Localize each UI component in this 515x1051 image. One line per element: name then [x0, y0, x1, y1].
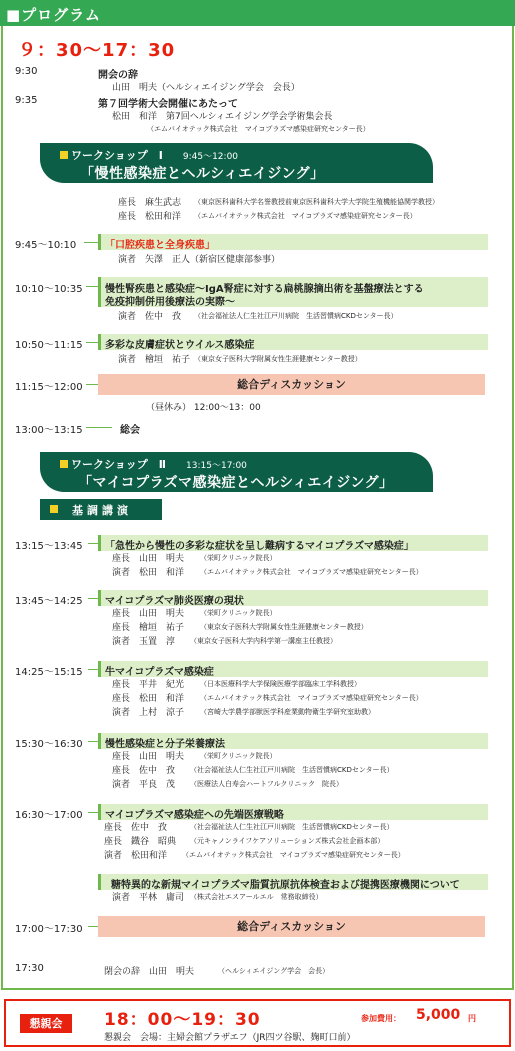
fee-value: 5,000	[416, 1007, 461, 1023]
opening-title: 開会の辞	[98, 70, 138, 81]
k5-line-2: 座長 鐡谷 昭典	[104, 837, 177, 847]
s3-time: 10:50〜11:15	[15, 340, 83, 351]
k4-line-1-affil: （栄町クリニック院長）	[200, 752, 277, 760]
k3-line-3: 演者 上村 涼子	[112, 708, 185, 718]
workshop-1-title: 「慢性感染症とヘルシィエイジング」	[80, 166, 325, 182]
reception-time: 18：00〜19：30	[104, 1010, 261, 1030]
s3-title: 多彩な皮膚症状とウイルス感染症	[105, 340, 255, 351]
section-header	[0, 0, 515, 26]
k1-connector	[88, 543, 98, 544]
ws1-chair-2: 座長 松田和洋	[118, 212, 182, 222]
general-connector	[86, 427, 112, 428]
k5-time: 16:30〜17:00	[15, 810, 83, 821]
k4-line-2: 座長 佐中 孜	[112, 766, 176, 776]
k5-title-bar	[98, 804, 488, 820]
k2-line-1-affil: （栄町クリニック院長）	[200, 609, 277, 617]
k2-line-2-affil: （東京女子医科大学附属女性生涯健康センター教授）	[200, 623, 368, 631]
k2-line-3-affil: （東京女子医科大学内科学第一講座主任教授）	[190, 637, 337, 645]
fee-label: 参加費用：	[361, 1014, 401, 1023]
reception-box	[4, 999, 511, 1047]
greeting-person: 松田 和洋 第7回ヘルシィエイジング学会学術集会長	[112, 112, 333, 122]
k1-line-1: 座長 山田 明夫	[112, 554, 185, 564]
k6-line-1: 演者 平林 庸司	[112, 893, 185, 903]
s2-connector	[86, 286, 98, 287]
disc1-connector	[86, 384, 98, 385]
workshop-1-time: 9:45〜12:00	[182, 152, 239, 162]
closing-affil: （ヘルシィエイジング学会 会長）	[218, 967, 330, 975]
k1-line-2: 演者 松田 和洋	[112, 568, 185, 578]
k3-line-2: 座長 松田 和洋	[112, 694, 185, 704]
keynote-label: 基調講演	[72, 504, 132, 517]
k4-line-3-affil: （医療法人白寿会ハートフルクリニック 院長）	[190, 780, 343, 788]
s2-title-bar	[98, 277, 488, 307]
disc2-box: 総合ディスカッション	[98, 916, 485, 937]
k3-line-1-affil: （日本医療科学大学保険医療学部臨床工学科教授）	[200, 680, 361, 688]
s2-speaker-affil: （社会福祉法人仁生社江戸川病院 生活習慣病CKDセンター長）	[194, 312, 398, 320]
k5-line-3: 演者 松田和洋	[104, 851, 168, 861]
workshop-1-label: ワークショップ Ⅰ 9:45〜12:00	[60, 147, 238, 163]
square-bullet-icon	[60, 151, 68, 159]
k3-line-1: 座長 平井 紀光	[112, 680, 185, 690]
s1-speaker: 演者 矢澤 正人（新宿区健康部参事）	[118, 255, 281, 265]
k1-line-2-affil: （エムバイオテック株式会社 マイコプラズマ感染症研究センター長）	[200, 568, 423, 576]
k4-connector	[88, 741, 98, 742]
section-title: ■プログラム	[6, 6, 102, 24]
disc1-time: 11:15〜12:00	[15, 382, 83, 393]
disc2-connector	[88, 926, 98, 927]
k3-line-3-affil: （宮崎大学農学部獣医学科産業動物衛生学研究室助教）	[200, 708, 375, 716]
k4-line-1: 座長 山田 明夫	[112, 752, 185, 762]
k2-title: マイコプラズマ肺炎医療の現状	[105, 596, 244, 607]
k4-title-bar	[98, 733, 488, 749]
k1-line-1-affil: （栄町クリニック院長）	[200, 554, 277, 562]
workshop-2-time: 13:15〜17:00	[186, 461, 247, 471]
reception-badge: 懇親会	[20, 1014, 72, 1033]
ws1-chair-2-affil: （エムバイオテック株式会社 マイコプラズマ感染症研究センター長）	[194, 212, 417, 220]
opening-person: 山田 明夫（ヘルシィエイジング学会 会長）	[112, 83, 300, 93]
k5-line-3-affil: （エムバイオテック株式会社 マイコプラズマ感染症研究センター長）	[182, 851, 405, 859]
closing-time: 17:30	[15, 963, 44, 974]
disc2-time: 17:00〜17:30	[15, 924, 83, 935]
k4-time: 15:30〜16:30	[15, 739, 83, 750]
s1-connector	[84, 242, 98, 243]
greeting-title: 第７回学術大会開催にあたって	[98, 99, 238, 110]
s3-title-bar	[98, 334, 488, 350]
k2-line-1: 座長 山田 明夫	[112, 609, 185, 619]
s3-speaker-affil: （東京女子医科大学附属女性生涯健康センター教授）	[194, 355, 362, 363]
s2-title-a: 慢性腎疾患と感染症〜IgA腎症に対する扁桃腺摘出術を基盤療法とする	[105, 284, 424, 295]
k3-connector	[88, 669, 98, 670]
k4-title: 慢性感染症と分子栄養療法	[105, 739, 225, 750]
s2-time: 10:10〜10:35	[15, 284, 83, 295]
reception-venue: 懇親会 会場：主婦会館プラザエフ（JR四ツ谷駅、麹町口前）	[104, 1033, 356, 1043]
fee-unit: 円	[468, 1014, 476, 1023]
square-bullet-icon	[60, 460, 68, 468]
s2-speaker: 演者 佐中 孜	[118, 312, 182, 322]
lunch-break: （昼休み） 12:00〜13：00	[146, 403, 261, 413]
k5-title: マイコプラズマ感染症への先端医療戦略	[105, 810, 284, 821]
s1-title-bar	[98, 234, 488, 250]
main-time: ９：30〜17：30	[18, 40, 176, 61]
keynote-banner	[40, 499, 162, 520]
s3-speaker: 演者 檜垣 祐子	[118, 355, 191, 365]
s1-title: 「口腔疾患と全身疾患」	[105, 240, 215, 251]
k4-line-3: 演者 平良 茂	[112, 780, 176, 790]
k1-time: 13:15〜13:45	[15, 541, 83, 552]
k1-title-bar	[98, 535, 488, 551]
greeting-time: 9:35	[15, 95, 38, 106]
workshop-1-banner	[40, 143, 433, 183]
k5-line-1-affil: （社会福祉法人仁生社江戸川病院 生活習慣病CKDセンター長）	[190, 823, 394, 831]
k3-time: 14:25〜15:15	[15, 667, 83, 678]
k6-line-1-affil: （株式会社エスアールエル 常務取締役）	[190, 893, 323, 901]
general-label: 総会	[120, 425, 140, 436]
opening-time: 9:30	[15, 66, 38, 77]
general-time: 13:00〜13:15	[15, 425, 83, 436]
k2-time: 13:45〜14:25	[15, 596, 83, 607]
square-bullet-icon	[50, 505, 58, 513]
workshop-2-label: ワークショップ Ⅱ 13:15〜17:00	[60, 456, 247, 472]
k4-line-2-affil: （社会福祉法人仁生社江戸川病院 生活習慣病CKDセンター長）	[190, 766, 394, 774]
s2-title-b: 免疫抑制併用後療法の実際〜	[105, 297, 235, 308]
disc1-box: 総合ディスカッション	[98, 374, 485, 395]
closing-text: 閉会の辞 山田 明夫	[104, 967, 195, 977]
k3-title-bar	[98, 661, 488, 677]
k5-line-1: 座長 佐中 孜	[104, 823, 168, 833]
k6-title: 糖特異的な新規マイコプラズマ脂質抗原抗体検査および提携医療機関について	[111, 880, 460, 891]
k2-line-3: 演者 玉置 淳	[112, 637, 176, 647]
k5-connector	[88, 812, 98, 813]
ws1-chair-1-affil: （東京医科歯科大学名誉教授前東京医科歯科大学大学院生殖機能協関学教授）	[194, 198, 439, 206]
k5-line-2-affil: （元キャノンライフケアソリューションズ株式会社企画本部）	[190, 837, 385, 845]
s1-time: 9:45〜10:10	[15, 240, 77, 251]
k3-line-2-affil: （エムバイオテック株式会社 マイコプラズマ感染症研究センター長）	[200, 694, 423, 702]
k2-title-bar	[98, 590, 488, 606]
s3-connector	[86, 342, 98, 343]
k1-title: 「急性から慢性の多彩な症状を呈し難病するマイコプラズマ感染症」	[105, 541, 414, 552]
k2-line-2: 座長 檜垣 祐子	[112, 623, 185, 633]
k3-title: 牛マイコプラズマ感染症	[105, 667, 214, 678]
k6-title-bar	[98, 874, 488, 890]
k2-connector	[88, 598, 98, 599]
workshop-2-title: 「マイコプラズマ感染症とヘルシィエイジング」	[78, 475, 394, 491]
greeting-affil: （エムバイオテック株式会社 マイコプラズマ感染症研究センター長）	[147, 125, 370, 133]
ws1-chair-1: 座長 麻生武志	[118, 198, 182, 208]
workshop-2-banner	[40, 452, 433, 492]
